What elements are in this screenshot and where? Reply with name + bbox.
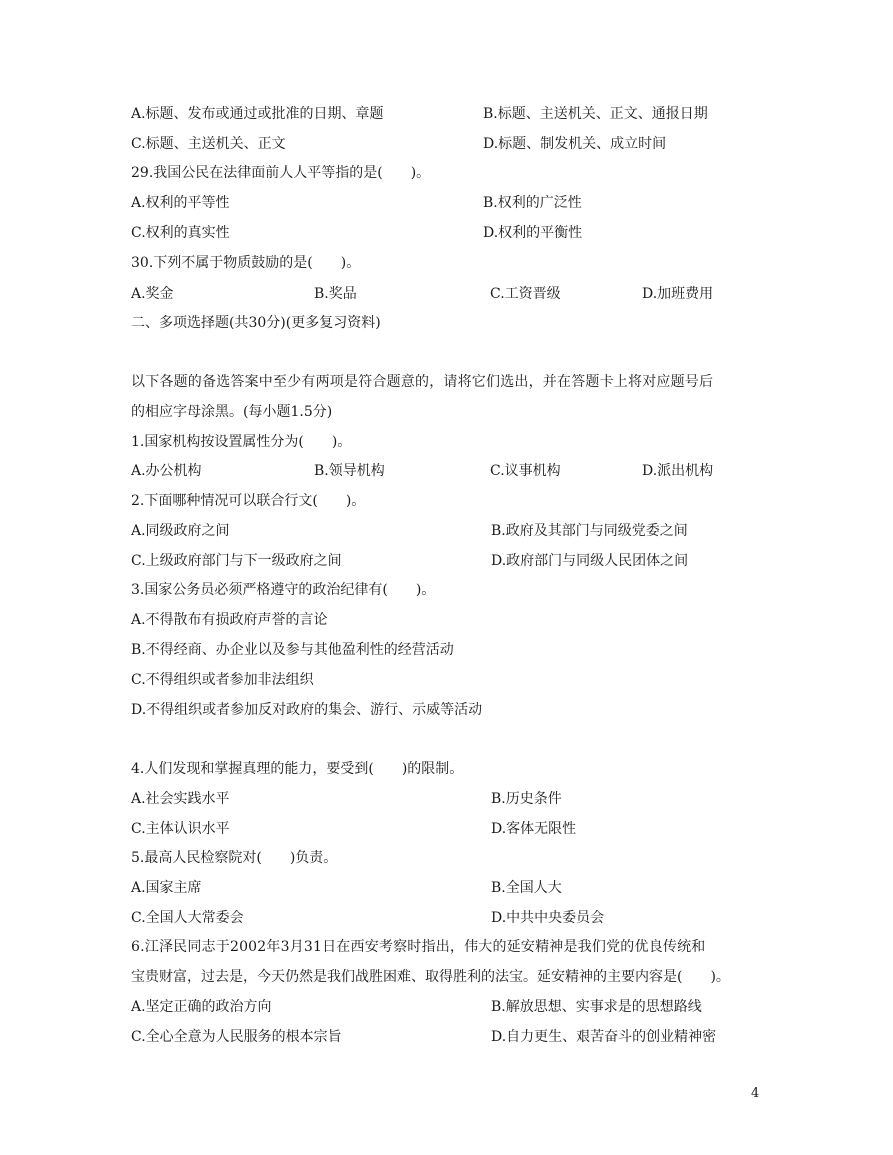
option-b: B.奖品 <box>314 286 357 302</box>
option-c: C.标题、主送机关、正文 <box>131 136 286 152</box>
option-a: A.坚定正确的政治方向 <box>131 999 272 1015</box>
option-d: D.自力更生、艰苦奋斗的创业精神密 <box>491 1029 717 1045</box>
option-b: B.政府及其部门与同级党委之间 <box>491 523 688 539</box>
question-m4: 4.人们发现和掌握真理的能力，要受到( )的限制。 <box>131 761 464 777</box>
option-a: A.同级政府之间 <box>131 523 230 539</box>
option-c: C.上级政府部门与下一级政府之间 <box>131 553 342 569</box>
option-d: D.加班费用 <box>642 286 714 302</box>
question-m6: 6.江泽民同志于2002年3月31日在西安考察时指出，伟大的延安精神是我们党的优良传统和 <box>131 939 706 955</box>
option-c: C.权利的真实性 <box>131 225 230 241</box>
option-c: C.全心全意为人民服务的根本宗旨 <box>131 1029 342 1045</box>
question-m5: 5.最高人民检察院对( )负责。 <box>131 850 338 866</box>
option-b: B.领导机构 <box>314 463 385 479</box>
question-m6-continued: 宝贵财富，过去是，今天仍然是我们战胜困难、取得胜利的法宝。延安精神的主要内容是( )。 <box>131 969 730 985</box>
option-b: B.解放思想、实事求是的思想路线 <box>491 999 702 1015</box>
option-a: A.标题、发布或通过或批准的日期、章题 <box>131 106 384 122</box>
option-a: A.社会实践水平 <box>131 791 230 807</box>
option-a: A.办公机构 <box>131 463 202 479</box>
option-a: A.权利的平等性 <box>131 195 230 211</box>
option-b: B.全国人大 <box>491 880 562 896</box>
question-m1: 1.国家机构按设置属性分为( )。 <box>131 434 352 450</box>
instructions-line: 的相应字母涂黑。(每小题1.5分) <box>131 404 333 420</box>
option-a: A.不得散布有损政府声誉的言论 <box>131 612 328 628</box>
option-a: A.国家主席 <box>131 880 202 896</box>
question-30: 30.下列不属于物质鼓励的是( )。 <box>131 255 361 271</box>
option-c: C.不得组织或者参加非法组织 <box>131 672 314 688</box>
option-d: D.派出机构 <box>642 463 714 479</box>
option-d: D.标题、制发机关、成立时间 <box>483 136 667 152</box>
instructions-line: 以下各题的备选答案中至少有两项是符合题意的，请将它们选出，并在答题卡上将对应题号后 <box>131 374 714 390</box>
option-b: B.标题、主送机关、正文、通报日期 <box>483 106 708 122</box>
option-d: D.权利的平衡性 <box>483 225 583 241</box>
option-c: C.议事机构 <box>490 463 561 479</box>
question-m3: 3.国家公务员必须严格遵守的政治纪律有( )。 <box>131 582 436 598</box>
option-c: C.全国人大常委会 <box>131 910 244 926</box>
option-a: A.奖金 <box>131 286 174 302</box>
question-29: 29.我国公民在法律面前人人平等指的是( )。 <box>131 165 431 181</box>
question-m2: 2.下面哪种情况可以联合行文( )。 <box>131 493 366 509</box>
page-number: 4 <box>751 1086 760 1101</box>
option-b: B.历史条件 <box>491 791 562 807</box>
option-b: B.不得经商、办企业以及参与其他盈利性的经营活动 <box>131 642 454 658</box>
option-d: D.不得组织或者参加反对政府的集会、游行、示威等活动 <box>131 702 483 718</box>
option-b: B.权利的广泛性 <box>483 195 582 211</box>
section-heading: 二、多项选择题(共30分)(更多复习资料) <box>131 315 381 331</box>
option-d: D.政府部门与同级人民团体之间 <box>491 553 689 569</box>
option-c: C.工资晋级 <box>490 286 561 302</box>
option-d: D.中共中央委员会 <box>491 910 605 926</box>
option-d: D.客体无限性 <box>491 821 577 837</box>
option-c: C.主体认识水平 <box>131 821 230 837</box>
